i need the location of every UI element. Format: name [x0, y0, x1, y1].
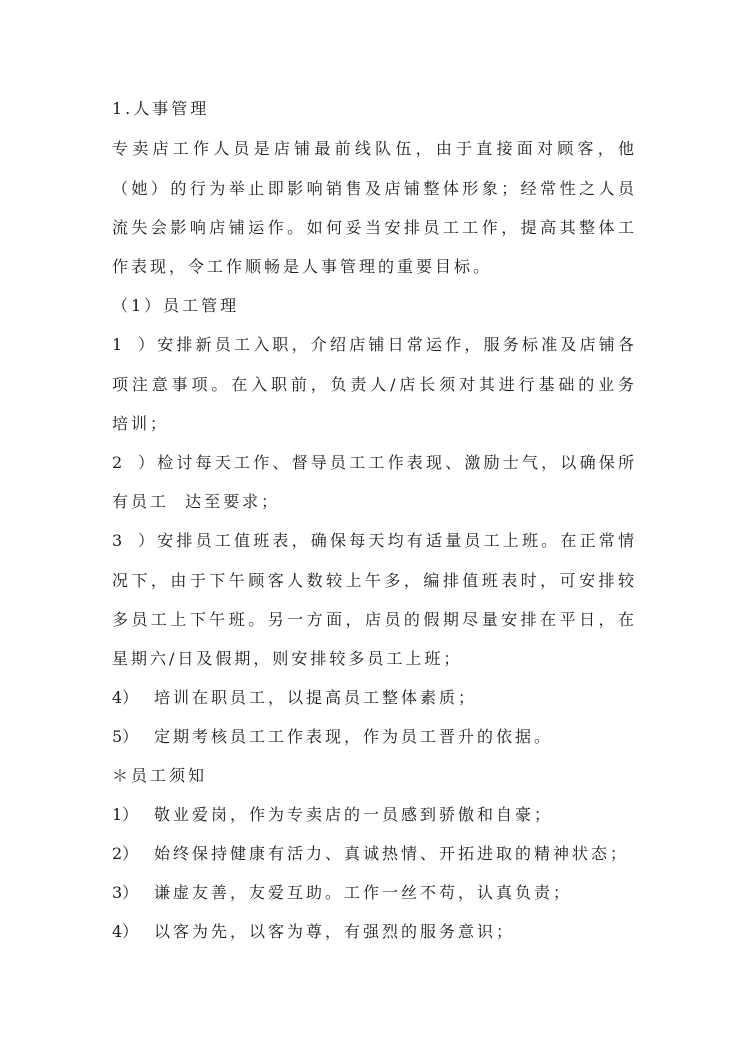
management-item-1	[112, 335, 634, 355]
intro-line-2: （她）的行为举止即影响销售及店铺整体形象；经常性之人员	[112, 179, 634, 198]
item-number: 1）	[112, 335, 154, 354]
management-item-3-line-3: 多员工上下午班。另一方面，店员的假期尽量安排在平日，在	[112, 610, 634, 629]
management-item-2	[112, 453, 634, 473]
notice-item-2	[112, 844, 634, 864]
item-text: 安排员工值班表，确保每天均有适量员工上班。在正常情	[154, 531, 634, 550]
management-item-1-line-2: 项注意事项。在入职前，负责人/店长须对其进行基础的业务	[112, 375, 634, 394]
section-title: 1.人事管理	[112, 99, 210, 118]
management-item-5	[112, 727, 634, 747]
subsection-title: （1）员工管理	[112, 296, 240, 315]
item-number: 5）	[112, 727, 139, 746]
management-item-3-line-4: 星期六/日及假期，则安排较多员工上班；	[112, 649, 463, 668]
notice-title: ＊员工须知	[112, 766, 208, 785]
item-text: 谦虚友善，友爱互助。工作一丝不苟，认真负责；	[154, 883, 573, 902]
item-number: 2）	[112, 844, 139, 863]
intro-line-4: 作表现，令工作顺畅是人事管理的重要目标。	[112, 257, 493, 276]
item-text: 以客为先，以客为尊，有强烈的服务意识；	[154, 922, 516, 941]
item-text: 检讨每天工作、督导员工工作表现、激励士气，以确保所	[154, 453, 634, 472]
item-number: 2）	[112, 453, 154, 472]
item-text: 敬业爱岗，作为专卖店的一员感到骄傲和自豪；	[154, 805, 554, 824]
intro-line-1: 专卖店工作人员是店铺最前线队伍，由于直接面对顾客，他	[112, 139, 634, 158]
item-text: 始终保持健康有活力、真诚热情、开拓进取的精神状态；	[154, 844, 630, 863]
management-item-2-line-2: 有员工 达至要求；	[112, 492, 281, 511]
management-item-1-line-3: 培训；	[112, 414, 170, 433]
management-item-3-line-2: 况下，由于下午顾客人数较上午多，编排值班表时，可安排较	[112, 571, 634, 590]
management-item-4	[112, 688, 634, 708]
item-text: 安排新员工入职，介绍店铺日常运作，服务标准及店铺各	[154, 335, 634, 354]
notice-item-1	[112, 805, 634, 825]
item-number: 3）	[112, 883, 139, 902]
item-number: 1）	[112, 805, 139, 824]
item-number: 4）	[112, 922, 139, 941]
item-number: 4）	[112, 688, 139, 707]
item-text: 定期考核员工工作表现，作为员工晋升的依据。	[154, 727, 554, 746]
management-item-3	[112, 531, 634, 551]
notice-item-3	[112, 883, 634, 903]
notice-item-4	[112, 922, 634, 942]
item-number: 3）	[112, 531, 154, 550]
intro-line-3: 流失会影响店铺运作。如何妥当安排员工工作，提高其整体工	[112, 218, 634, 237]
item-text: 培训在职员工，以提高员工整体素质；	[154, 688, 478, 707]
